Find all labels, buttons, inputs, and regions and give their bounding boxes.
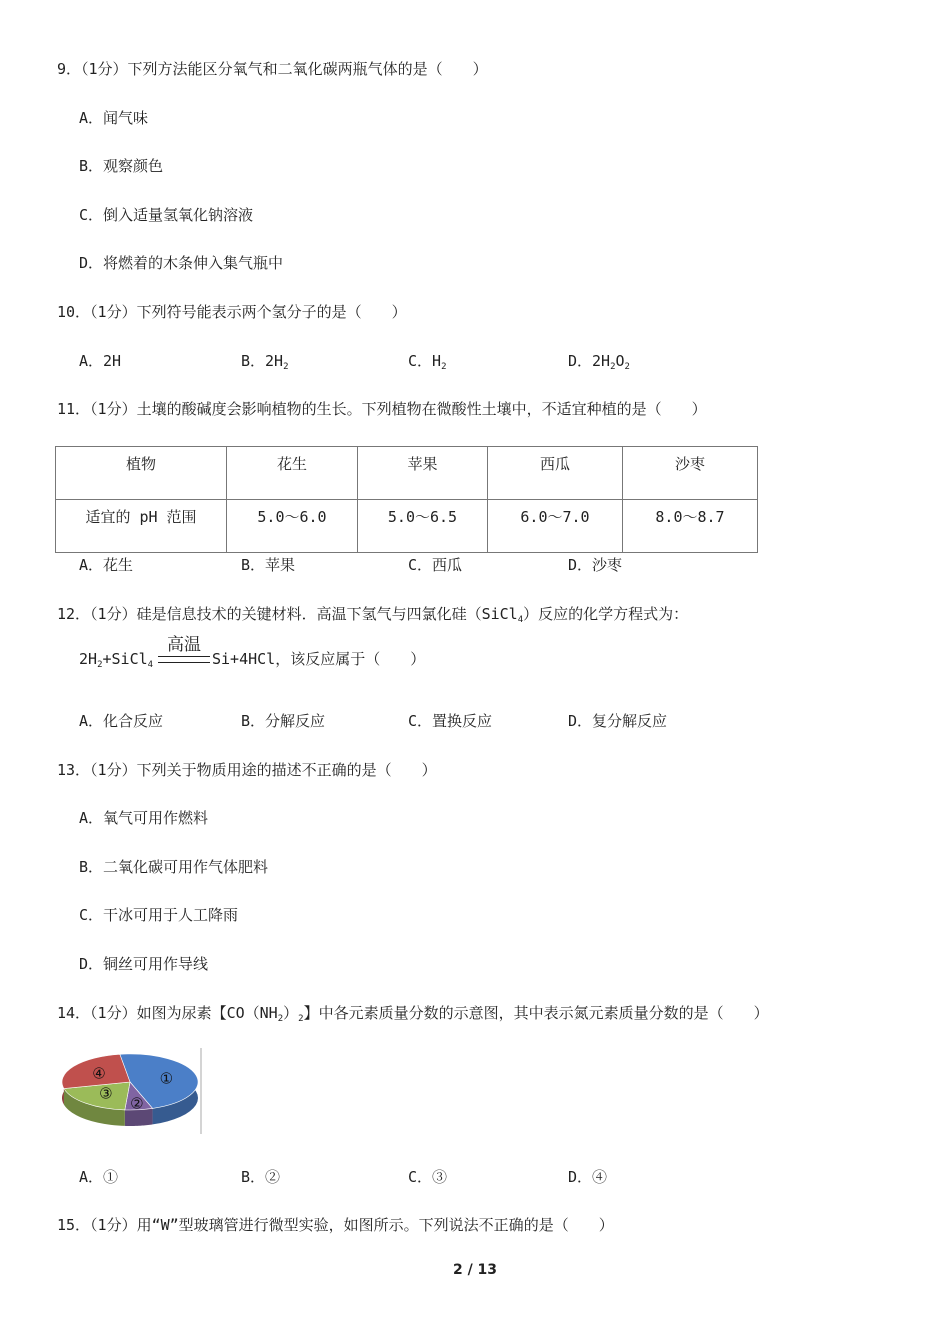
table-header-cell: 花生 [227, 447, 358, 500]
table-header-cell: 沙枣 [623, 447, 758, 500]
pie-slice-4-label: ④ [92, 1064, 106, 1083]
q14-stem: 14．（1分）如图为尿素【$CO(NH_2)_2$】中各元素质量分数的示意图，其中表示氮元素质量分数的是（ ） [57, 1004, 769, 1024]
table-cell: 8.0～8.7 [623, 500, 758, 553]
q13-stem: 13．（1分）下列关于物质用途的描述不正确的是（ ） [57, 761, 437, 779]
q12-option-b: B．分解反应 [241, 712, 326, 730]
q10-option-c: C．$H_2$ [408, 352, 447, 372]
table-cell: 5.0～6.0 [227, 500, 358, 553]
q10-option-d: D．$2H_2O_2$ [568, 352, 630, 372]
q14-option-d: D．④ [568, 1168, 608, 1186]
q12-equation-lhs: $2H_2+SiCl_4$ [79, 650, 154, 670]
q13-option-b: B．二氧化碳可用作气体肥料 [79, 858, 269, 876]
q10-option-a: A．2H [79, 352, 122, 370]
q11-option-d: D．沙枣 [568, 556, 623, 574]
reaction-condition: 高温 [167, 635, 201, 655]
q10-stem: 10．（1分）下列符号能表示两个氢分子的是（ ） [57, 303, 407, 321]
q15-stem: 15．（1分）用“W”型玻璃管进行微型实验，如图所示。下列说法不正确的是（ ） [57, 1216, 614, 1234]
page-number: 2 / 13 [452, 1262, 498, 1278]
q13-option-d: D．铜丝可用作导线 [79, 955, 209, 973]
table-header-cell: 西瓜 [488, 447, 623, 500]
q14-option-c: C．③ [408, 1168, 448, 1186]
q9-option-c: C．倒入适量氢氧化钠溶液 [79, 206, 254, 224]
q12-option-a: A．化合反应 [79, 712, 164, 730]
q14-option-b: B．② [241, 1168, 281, 1186]
q13-option-a: A．氧气可用作燃料 [79, 809, 209, 827]
q12-stem: 12．（1分）硅是信息技术的关键材料．高温下氢气与四氯化硅（SiCl$_4$）反应的化学方程式为： [57, 605, 689, 625]
q11-option-b: B．苹果 [241, 556, 296, 574]
table-header-cell: 植物 [56, 447, 227, 500]
pie-slice-2-label: ② [130, 1094, 144, 1113]
q12-equation-rhs: Si+4HCl，该反应属于（ ） [212, 650, 426, 668]
urea-pie-chart [60, 1046, 206, 1136]
equals-sign [158, 656, 210, 663]
q9-option-d: D．将燃着的木条伸入集气瓶中 [79, 254, 284, 272]
table-header-row [56, 447, 758, 500]
table-cell: 6.0～7.0 [488, 500, 623, 553]
q11-option-c: C．西瓜 [408, 556, 463, 574]
q11-stem: 11．（1分）土壤的酸碱度会影响植物的生长。下列植物在微酸性土壤中，不适宜种植的是（ ） [57, 400, 707, 418]
q9-option-a: A．闻气味 [79, 109, 149, 127]
q9-option-b: B．观察颜色 [79, 157, 164, 175]
ph-range-table [55, 446, 758, 553]
q14-option-a: A．① [79, 1168, 119, 1186]
q11-option-a: A．花生 [79, 556, 134, 574]
pie-slice-3-label: ③ [99, 1084, 113, 1103]
table-row [56, 500, 758, 553]
q13-option-c: C．干冰可用于人工降雨 [79, 906, 239, 924]
q12-option-c: C．置换反应 [408, 712, 493, 730]
table-header-cell: 苹果 [358, 447, 488, 500]
table-cell: 5.0～6.5 [358, 500, 488, 553]
q12-option-d: D．复分解反应 [568, 712, 668, 730]
q10-option-b: B．$2H_2$ [241, 352, 289, 372]
reaction-condition-arrow [158, 636, 210, 663]
pie-slice-1-label: ① [159, 1069, 174, 1088]
q9-stem: 9．（1分）下列方法能区分氧气和二氧化碳两瓶气体的是（ ） [57, 60, 488, 78]
table-cell: 适宜的 pH 范围 [56, 500, 227, 553]
